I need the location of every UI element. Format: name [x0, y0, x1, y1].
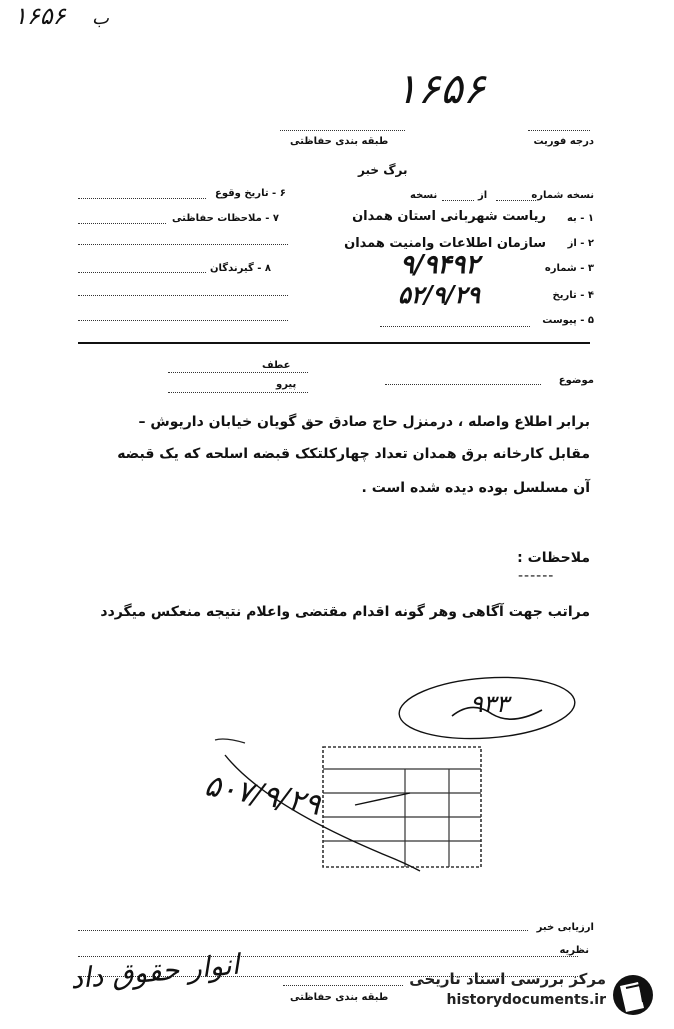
header-divider [78, 342, 590, 344]
subject-line [385, 384, 541, 385]
urgency-line [528, 130, 590, 131]
bottom-left-handwriting: انوار حقوق داد [68, 947, 241, 996]
left-line-a [78, 244, 288, 245]
of-label: از [478, 190, 488, 201]
watermark-line-1: مرکز بررسی اسناد تاریخی [409, 970, 606, 988]
row5-label: ۵ - پیوست [542, 315, 594, 326]
corner-number [14, 2, 66, 30]
stamp-number: ۵۰۷/۹/۲۹ [201, 768, 324, 823]
pir-line [168, 392, 308, 393]
row7-line [78, 223, 166, 224]
classification-label: طبقه بندی حفاظتی [290, 136, 389, 147]
body-line-3: آن مسلسل بوده دیده شده است . [361, 480, 590, 496]
row7-label: ۷ - ملاحظات حفاظتی [172, 213, 280, 224]
evaluation-label: ارزیابی خبر [536, 922, 594, 933]
urgency-label: درجه فوریت [533, 136, 594, 147]
row4-label: ۴ - تاریخ [552, 290, 594, 301]
remarks-underline: ------ [518, 568, 555, 584]
watermark-logo-icon [608, 972, 658, 1018]
evaluation-line [78, 930, 528, 931]
row5-line [380, 326, 530, 327]
row1-label: ۱ - به [566, 213, 594, 224]
row3-value: ۹/۹۴۹۲ [400, 250, 480, 280]
of-line [442, 200, 474, 201]
row2-label: ۲ - از [567, 238, 594, 249]
subject-label: موضوع [558, 375, 594, 386]
body-line-1: برابر اطلاع واصله ، درمنزل حاج صادق حق گویان خیابان داریوش – [138, 414, 590, 430]
corner-number-value: ۱۶۵۶ [14, 2, 66, 30]
row8-line [78, 272, 206, 273]
copy-number-line [496, 200, 536, 201]
left-line-b [78, 295, 288, 296]
copy-number-label: نسخه شماره [531, 190, 594, 201]
footer-classification: طبقه بندی حفاظتی [290, 992, 389, 1003]
classification-line [280, 130, 405, 131]
row3-label: ۳ - شماره [544, 263, 594, 274]
ref-line [168, 372, 308, 373]
row6-line [78, 198, 206, 199]
remarks-title: ملاحظات : [517, 550, 590, 566]
copies-label: نسخه [410, 190, 438, 201]
remarks-text: مراتب جهت آگاهی وهر گونه اقدام مقتضی واعلام نتیجه منعکس میگردد [100, 604, 590, 620]
opinion-label: نظریه [559, 945, 589, 956]
pir-label: پیرو [276, 379, 297, 390]
row8-label: ۸ - گیرندگان [210, 263, 271, 274]
left-line-c [78, 320, 288, 321]
form-title: برگ خبر [358, 163, 408, 177]
footer-classification-line [283, 985, 403, 986]
row6-label: ۶ - تاریخ وقوع [215, 188, 286, 199]
row2-value: سازمان اطلاعات وامنیت همدان [344, 236, 546, 251]
row1-value: ریاست شهربانی استان همدان [352, 209, 546, 224]
ref-label: عطف [262, 360, 291, 371]
signature-number: ۹۳۳ [470, 690, 509, 718]
row4-value: ۵۲/۹/۲۹ [398, 280, 480, 309]
watermark-line-2: historydocuments.ir [446, 992, 606, 1008]
corner-prefix: ب [92, 8, 109, 29]
header-number: ۱۶۵۶ [395, 64, 486, 113]
body-line-2: مقابل کارخانه برق همدان تعداد چهارکلتکک قبضه اسلحه که یک قبضه [117, 446, 590, 462]
